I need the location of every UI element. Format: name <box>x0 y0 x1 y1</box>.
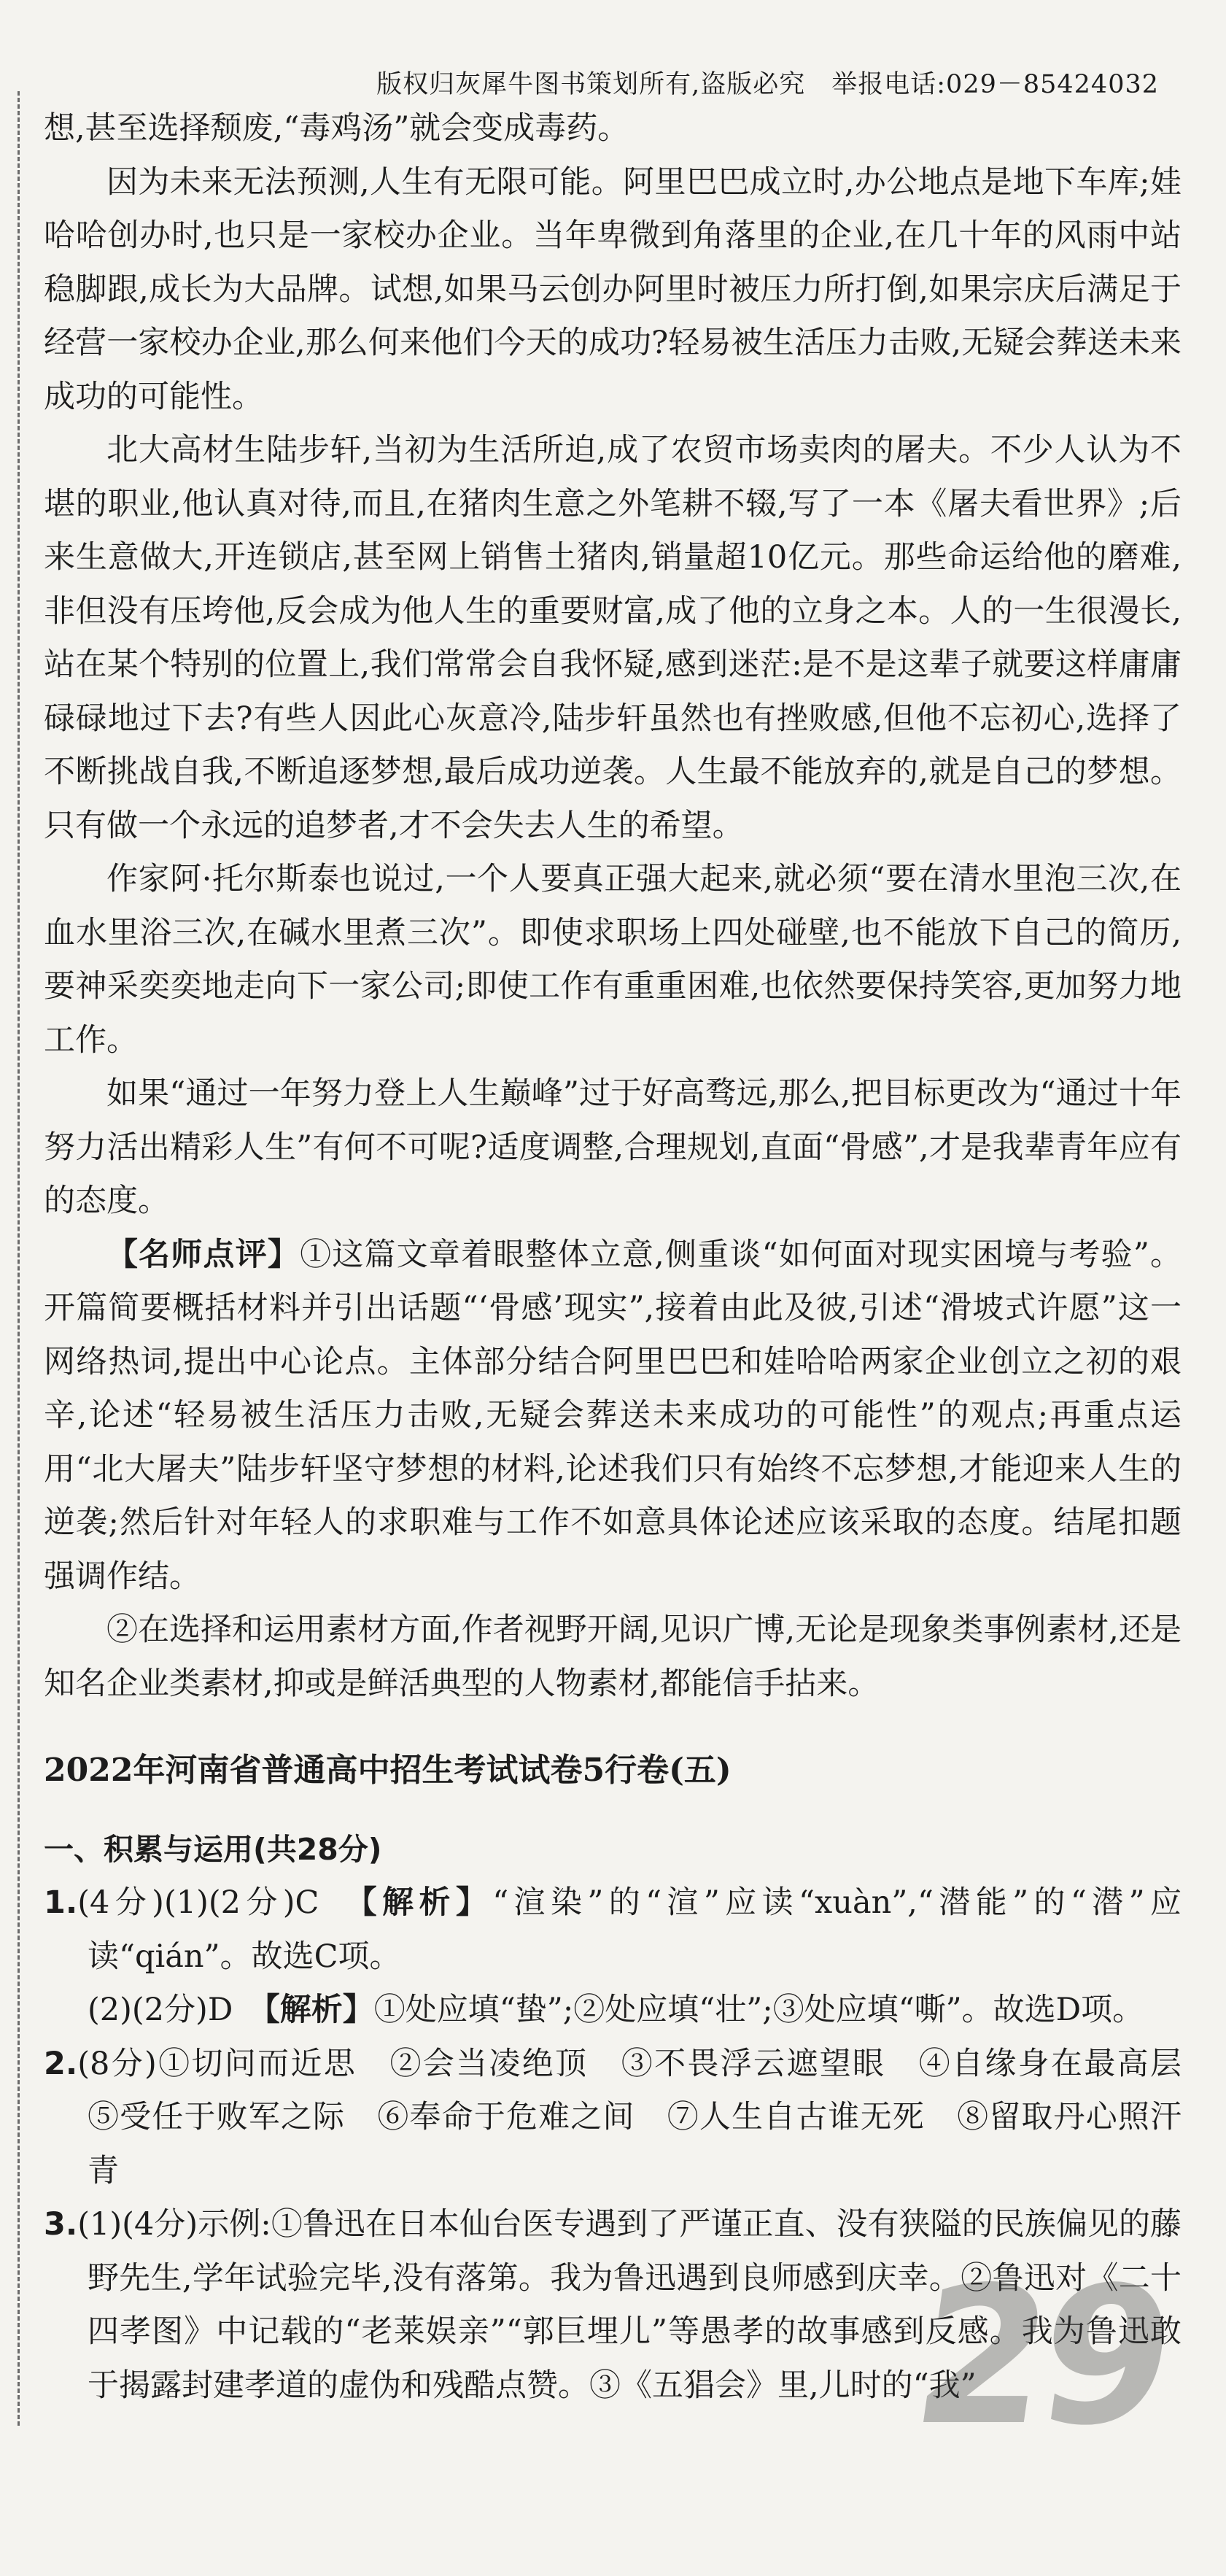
review-paragraph <box>44 1229 1182 1604</box>
essay-paragraph: 想,甚至选择颓废,“毒鸡汤”就会变成毒药。 <box>44 110 629 147</box>
section-subheading: 一、积累与运用(共28分) <box>44 1831 382 1867</box>
answer-item: 2.(8分)①切问而近思 ②会当凌绝顶 ③不畏浮云遮望眼 ④自缘身在最高层 ⑤受任于败军之际 ⑥奉命于危难之间 ⑦人生自古谁无死 ⑧留取丹心照汗青 <box>44 2045 1213 2189</box>
section-title: 2022年河南省普通高中招生考试试卷5行卷(五) <box>44 1752 732 1789</box>
essay-paragraph: 北大高材生陆步轩,当初为生活所迫,成了农贸市场卖肉的屠夫。不少人认为不堪的职业,他认真对待,而且,在猪肉生意之外笔耕不辍,写了一本《屠夫看世界》;后来生意做大,开连锁店,甚至网上销售土猪肉,销量超10亿元。那些命运给他的磨难,非但没有压垮他,反会成为他人生的重要财富,成了他的立身之本。人的一生很漫长,站在某个特别的位置上,我们常常会自我怀疑,感到迷茫:是不是这辈子就要这样庸庸碌碌地过下去?有些人因此心灰意冷,陆步轩虽然也有挫败感,但他不忘初心,选择了不断挑战自我,不断追逐梦想,最后成功逆袭。人生最不能放弃的,就是自己的梦想。只有做一个永远的追梦者,才不会失去人生的希望。 <box>44 432 1182 844</box>
answer-item: (2)(2分)D 【解析】①处应填“蛰”;②处应填“壮”;③处应填“嘶”。故选D项。 <box>88 1992 1144 2028</box>
answer-item: 1.(4分)(1)(2分)C 【解析】“渲染”的“渲”应读“xuàn”,“潜能”的“潜”应读“qián”。故选C项。 <box>44 1884 1182 1975</box>
review-paragraph: ②在选择和运用素材方面,作者视野开阔,见识广博,无论是现象类事例素材,还是知名企业类素材,抑或是鲜活典型的人物素材,都能信手拈来。 <box>44 1612 1182 1702</box>
review-text: ①这篇文章着眼整体立意,侧重谈“如何面对现实困境与考验”。开篇简要概括材料并引出话题“‘骨感’现实”,接着由此及彼,引述“滑坡式许愿”这一网络热词,提出中心论点。主体部分结合阿里巴巴和娃哈哈两家企业创立之初的艰辛,论述“轻易被生活压力击败,无疑会葬送未来成功的可能性”的观点;再重点运用“北大屠夫”陆步轩坚守梦想的材料,论述我们只有始终不忘梦想,才能迎来人生的逆袭;然后针对年轻人的求职难与工作不如意具体论述应该采取的态度。结尾扣题强调作结。 <box>44 1236 1182 1595</box>
page-content <box>44 102 1213 2413</box>
question-number: 2. <box>44 2045 78 2082</box>
analysis-label: 【解析】 <box>264 1992 374 2028</box>
analysis-label: 【解析】 <box>361 1884 493 1921</box>
copyright-header: 版权归灰犀牛图书策划所有,盗版必究 举报电话:029－85424032 <box>376 70 1159 99</box>
margin-dashed-rule <box>18 91 20 2426</box>
answer-item: 3.(1)(4分)示例:①鲁迅在日本仙台医专遇到了严谨正直、没有狭隘的民族偏见的藤野先生,学年试验完毕,没有落第。我为鲁迅遇到良师感到庆幸。②鲁迅对《二十四孝图》中记载的“老莱娱亲”“郭巨埋儿”等愚孝的故事感到反感。我为鲁迅敢于揭露封建孝道的虚伪和残酷点赞。③《五猖会》里,儿时的“我” <box>44 2206 1182 2404</box>
question-number: 1. <box>44 1884 78 1921</box>
essay-paragraph: 作家阿·托尔斯泰也说过,一个人要真正强大起来,就必须“要在清水里泡三次,在血水里浴三次,在碱水里煮三次”。即使求职场上四处碰壁,也不能放下自己的简历,要神采奕奕地走向下一家公司;即使工作有重重困难,也依然要保持笑容,更加努力地工作。 <box>44 861 1182 1059</box>
essay-paragraph: 如果“通过一年努力登上人生巅峰”过于好高骛远,那么,把目标更改为“通过十年努力活出精彩人生”有何不可呢?适度调整,合理规划,直面“骨感”,才是我辈青年应有的态度。 <box>44 1075 1182 1219</box>
essay-paragraph: 因为未来无法预测,人生有无限可能。阿里巴巴成立时,办公地点是地下车库;娃哈哈创办时,也只是一家校办企业。当年卑微到角落里的企业,在几十年的风雨中站稳脚跟,成长为大品牌。试想,如果马云创办阿里时被压力所打倒,如果宗庆后满足于经营一家校办企业,那么何来他们今天的成功?轻易被生活压力击败,无疑会葬送未来成功的可能性。 <box>44 163 1182 415</box>
review-label: 【名师点评】 <box>106 1236 300 1273</box>
question-number: 3. <box>44 2206 78 2243</box>
page-number-watermark: 29 <box>901 2247 1180 2467</box>
